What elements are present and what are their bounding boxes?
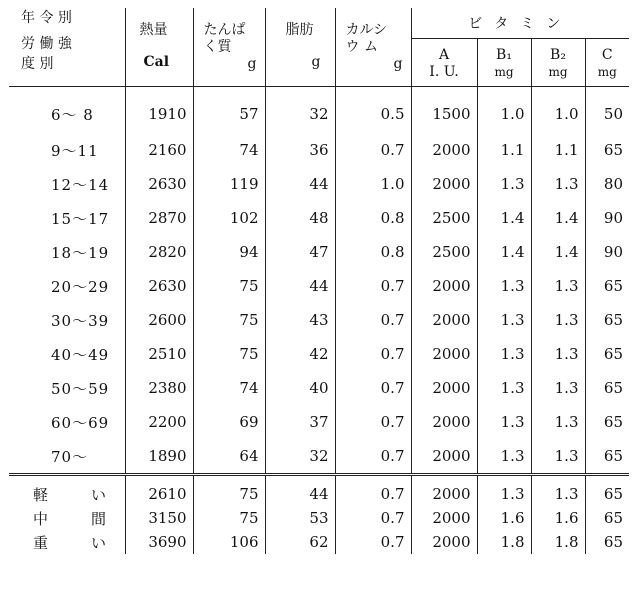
table-row	[9, 133, 629, 167]
vitamin-b2-cell: 1.3	[531, 371, 585, 405]
calcium-cell: 0.7	[335, 405, 411, 439]
calcium-cell: 0.7	[335, 303, 411, 337]
calcium-cell: 0.7	[335, 133, 411, 167]
vitamin-c-cell: 50	[585, 87, 629, 134]
table-row	[9, 475, 629, 507]
age-range-label: 9～11	[51, 141, 99, 160]
vitamin-a-cell: 2000	[411, 475, 477, 507]
fat-cell: 44	[265, 167, 335, 201]
fat-cell: 42	[265, 337, 335, 371]
calcium-cell: 0.8	[335, 201, 411, 235]
age-range-label: 50～59	[51, 379, 110, 398]
energy-cell: 2160	[125, 133, 193, 167]
work-intensity-label-part1: 中	[33, 509, 49, 528]
table-row	[9, 530, 629, 554]
fat-cell: 47	[265, 235, 335, 269]
work-intensity-label-part2: い	[91, 485, 107, 504]
fat-cell: 36	[265, 133, 335, 167]
protein-cell: 75	[193, 269, 265, 303]
vitamin-a-cell: 2500	[411, 201, 477, 235]
table-row	[9, 405, 629, 439]
header-age-group: 年 令 別 労 働 強 度 別	[21, 10, 72, 72]
vitamin-b2-cell: 1.3	[531, 337, 585, 371]
fat-cell: 44	[265, 269, 335, 303]
vitamin-c-cell: 90	[585, 201, 629, 235]
vitamin-c-cell: 65	[585, 371, 629, 405]
work-intensity-label	[9, 475, 125, 507]
vitamin-b1-cell: 1.3	[477, 475, 531, 507]
vitamin-b1-cell: 1.1	[477, 133, 531, 167]
vitamin-b2-cell: 1.6	[531, 506, 585, 530]
vitamin-b1-cell: 1.8	[477, 530, 531, 554]
vitamin-b1-cell: 1.6	[477, 506, 531, 530]
work-intensity-rows	[9, 475, 629, 555]
vitamin-a-cell: 2000	[411, 530, 477, 554]
vitamin-b2-cell: 1.3	[531, 167, 585, 201]
age-range-label: 70～	[51, 447, 89, 466]
energy-cell: 1910	[125, 87, 193, 134]
age-range-label: 60～69	[51, 413, 110, 432]
vitamin-a-cell: 2000	[411, 167, 477, 201]
vitamin-c-cell: 65	[585, 405, 629, 439]
age-range-label: 40～49	[51, 345, 110, 364]
age-range-label: 15～17	[51, 209, 110, 228]
age-group-rows	[9, 87, 629, 475]
vitamin-c-cell: 65	[585, 530, 629, 554]
age-range-label: 18～19	[51, 243, 110, 262]
energy-cell: 2600	[125, 303, 193, 337]
fat-cell: 40	[265, 371, 335, 405]
age-range-label: 20～29	[51, 277, 110, 296]
work-intensity-label	[9, 506, 125, 530]
table-row	[9, 87, 629, 134]
vitamin-b1-cell: 1.3	[477, 303, 531, 337]
age-range-label: 12～14	[51, 175, 110, 194]
calcium-cell: 0.7	[335, 475, 411, 507]
protein-cell: 102	[193, 201, 265, 235]
protein-cell: 74	[193, 371, 265, 405]
vitamin-b2-cell: 1.4	[531, 201, 585, 235]
energy-cell: 3690	[125, 530, 193, 554]
age-range-label: 30～39	[51, 311, 110, 330]
work-intensity-label-part2: い	[91, 533, 107, 552]
fat-cell: 44	[265, 475, 335, 507]
vitamin-a-cell: 2000	[411, 337, 477, 371]
vitamin-c-cell: 65	[585, 506, 629, 530]
fat-cell: 43	[265, 303, 335, 337]
fat-cell: 32	[265, 87, 335, 134]
vitamin-c-cell: 90	[585, 235, 629, 269]
table-row	[9, 439, 629, 475]
fat-cell: 62	[265, 530, 335, 554]
calcium-cell: 0.7	[335, 506, 411, 530]
vitamin-b1-cell: 1.3	[477, 371, 531, 405]
work-intensity-label	[9, 530, 125, 554]
vitamin-b2-cell: 1.3	[531, 269, 585, 303]
header-vitamin-c: C mg	[585, 39, 629, 87]
vitamin-b2-cell: 1.8	[531, 530, 585, 554]
table-row	[9, 269, 629, 303]
fat-cell: 32	[265, 439, 335, 475]
vitamin-b2-cell: 1.0	[531, 87, 585, 134]
vitamin-a-cell: 1500	[411, 87, 477, 134]
table-row	[9, 235, 629, 269]
energy-cell: 2380	[125, 371, 193, 405]
energy-cell: 2820	[125, 235, 193, 269]
protein-cell: 74	[193, 133, 265, 167]
energy-cell: 2630	[125, 269, 193, 303]
table-row	[9, 201, 629, 235]
header-fat: 脂肪 g	[265, 8, 335, 87]
work-intensity-label-part1: 軽	[33, 485, 49, 504]
fat-cell: 48	[265, 201, 335, 235]
vitamin-b1-cell: 1.3	[477, 405, 531, 439]
vitamin-a-cell: 2000	[411, 371, 477, 405]
header-vitamin: ビタミン	[411, 8, 629, 39]
work-intensity-label-part1: 重	[33, 533, 49, 552]
vitamin-b1-cell: 1.3	[477, 439, 531, 475]
energy-cell: 2200	[125, 405, 193, 439]
energy-cell: 2510	[125, 337, 193, 371]
header-vitamin-b2: B₂ mg	[531, 39, 585, 87]
vitamin-b1-cell: 1.0	[477, 87, 531, 134]
energy-cell: 3150	[125, 506, 193, 530]
energy-cell: 2610	[125, 475, 193, 507]
protein-cell: 69	[193, 405, 265, 439]
vitamin-b2-cell: 1.3	[531, 303, 585, 337]
table-row	[9, 303, 629, 337]
vitamin-a-cell: 2000	[411, 439, 477, 475]
table-row	[9, 167, 629, 201]
vitamin-b2-cell: 1.3	[531, 405, 585, 439]
vitamin-c-cell: 65	[585, 303, 629, 337]
calcium-cell: 0.5	[335, 87, 411, 134]
vitamin-c-cell: 65	[585, 439, 629, 475]
table-row	[9, 337, 629, 371]
vitamin-a-cell: 2500	[411, 235, 477, 269]
energy-cell: 2630	[125, 167, 193, 201]
header-row	[9, 8, 629, 39]
table-row	[9, 371, 629, 405]
header-protein: たんぱ く質 g	[193, 8, 265, 87]
protein-cell: 75	[193, 506, 265, 530]
vitamin-b2-cell: 1.1	[531, 133, 585, 167]
vitamin-c-cell: 80	[585, 167, 629, 201]
calcium-cell: 0.7	[335, 269, 411, 303]
header-energy: 熱量 Cal	[125, 8, 193, 87]
nutrition-requirements-table	[9, 8, 629, 554]
vitamin-a-cell: 2000	[411, 303, 477, 337]
vitamin-b1-cell: 1.3	[477, 269, 531, 303]
vitamin-b1-cell: 1.4	[477, 201, 531, 235]
calcium-cell: 0.7	[335, 530, 411, 554]
vitamin-c-cell: 65	[585, 337, 629, 371]
vitamin-c-cell: 65	[585, 133, 629, 167]
vitamin-c-cell: 65	[585, 475, 629, 507]
protein-cell: 57	[193, 87, 265, 134]
protein-cell: 75	[193, 475, 265, 507]
vitamin-c-cell: 65	[585, 269, 629, 303]
protein-cell: 75	[193, 337, 265, 371]
protein-cell: 94	[193, 235, 265, 269]
calcium-cell: 1.0	[335, 167, 411, 201]
vitamin-a-cell: 2000	[411, 269, 477, 303]
energy-cell: 2870	[125, 201, 193, 235]
calcium-cell: 0.8	[335, 235, 411, 269]
vitamin-b1-cell: 1.3	[477, 337, 531, 371]
protein-cell: 64	[193, 439, 265, 475]
energy-cell: 1890	[125, 439, 193, 475]
header-vitamin-b1: B₁ mg	[477, 39, 531, 87]
protein-cell: 75	[193, 303, 265, 337]
age-range-label: 6～ 8	[9, 87, 125, 134]
vitamin-b2-cell: 1.4	[531, 235, 585, 269]
vitamin-b1-cell: 1.3	[477, 167, 531, 201]
vitamin-a-cell: 2000	[411, 133, 477, 167]
fat-cell: 37	[265, 405, 335, 439]
calcium-cell: 0.7	[335, 439, 411, 475]
table-row	[9, 506, 629, 530]
vitamin-a-cell: 2000	[411, 506, 477, 530]
vitamin-b1-cell: 1.4	[477, 235, 531, 269]
fat-cell: 53	[265, 506, 335, 530]
vitamin-a-cell: 2000	[411, 405, 477, 439]
work-intensity-label-part2: 間	[91, 509, 107, 528]
protein-cell: 106	[193, 530, 265, 554]
header-calcium: カルシ ウ ム g	[335, 8, 411, 87]
calcium-cell: 0.7	[335, 337, 411, 371]
protein-cell: 119	[193, 167, 265, 201]
header-vitamin-a: A I. U.	[411, 39, 477, 87]
vitamin-b2-cell: 1.3	[531, 439, 585, 475]
calcium-cell: 0.7	[335, 371, 411, 405]
vitamin-b2-cell: 1.3	[531, 475, 585, 507]
